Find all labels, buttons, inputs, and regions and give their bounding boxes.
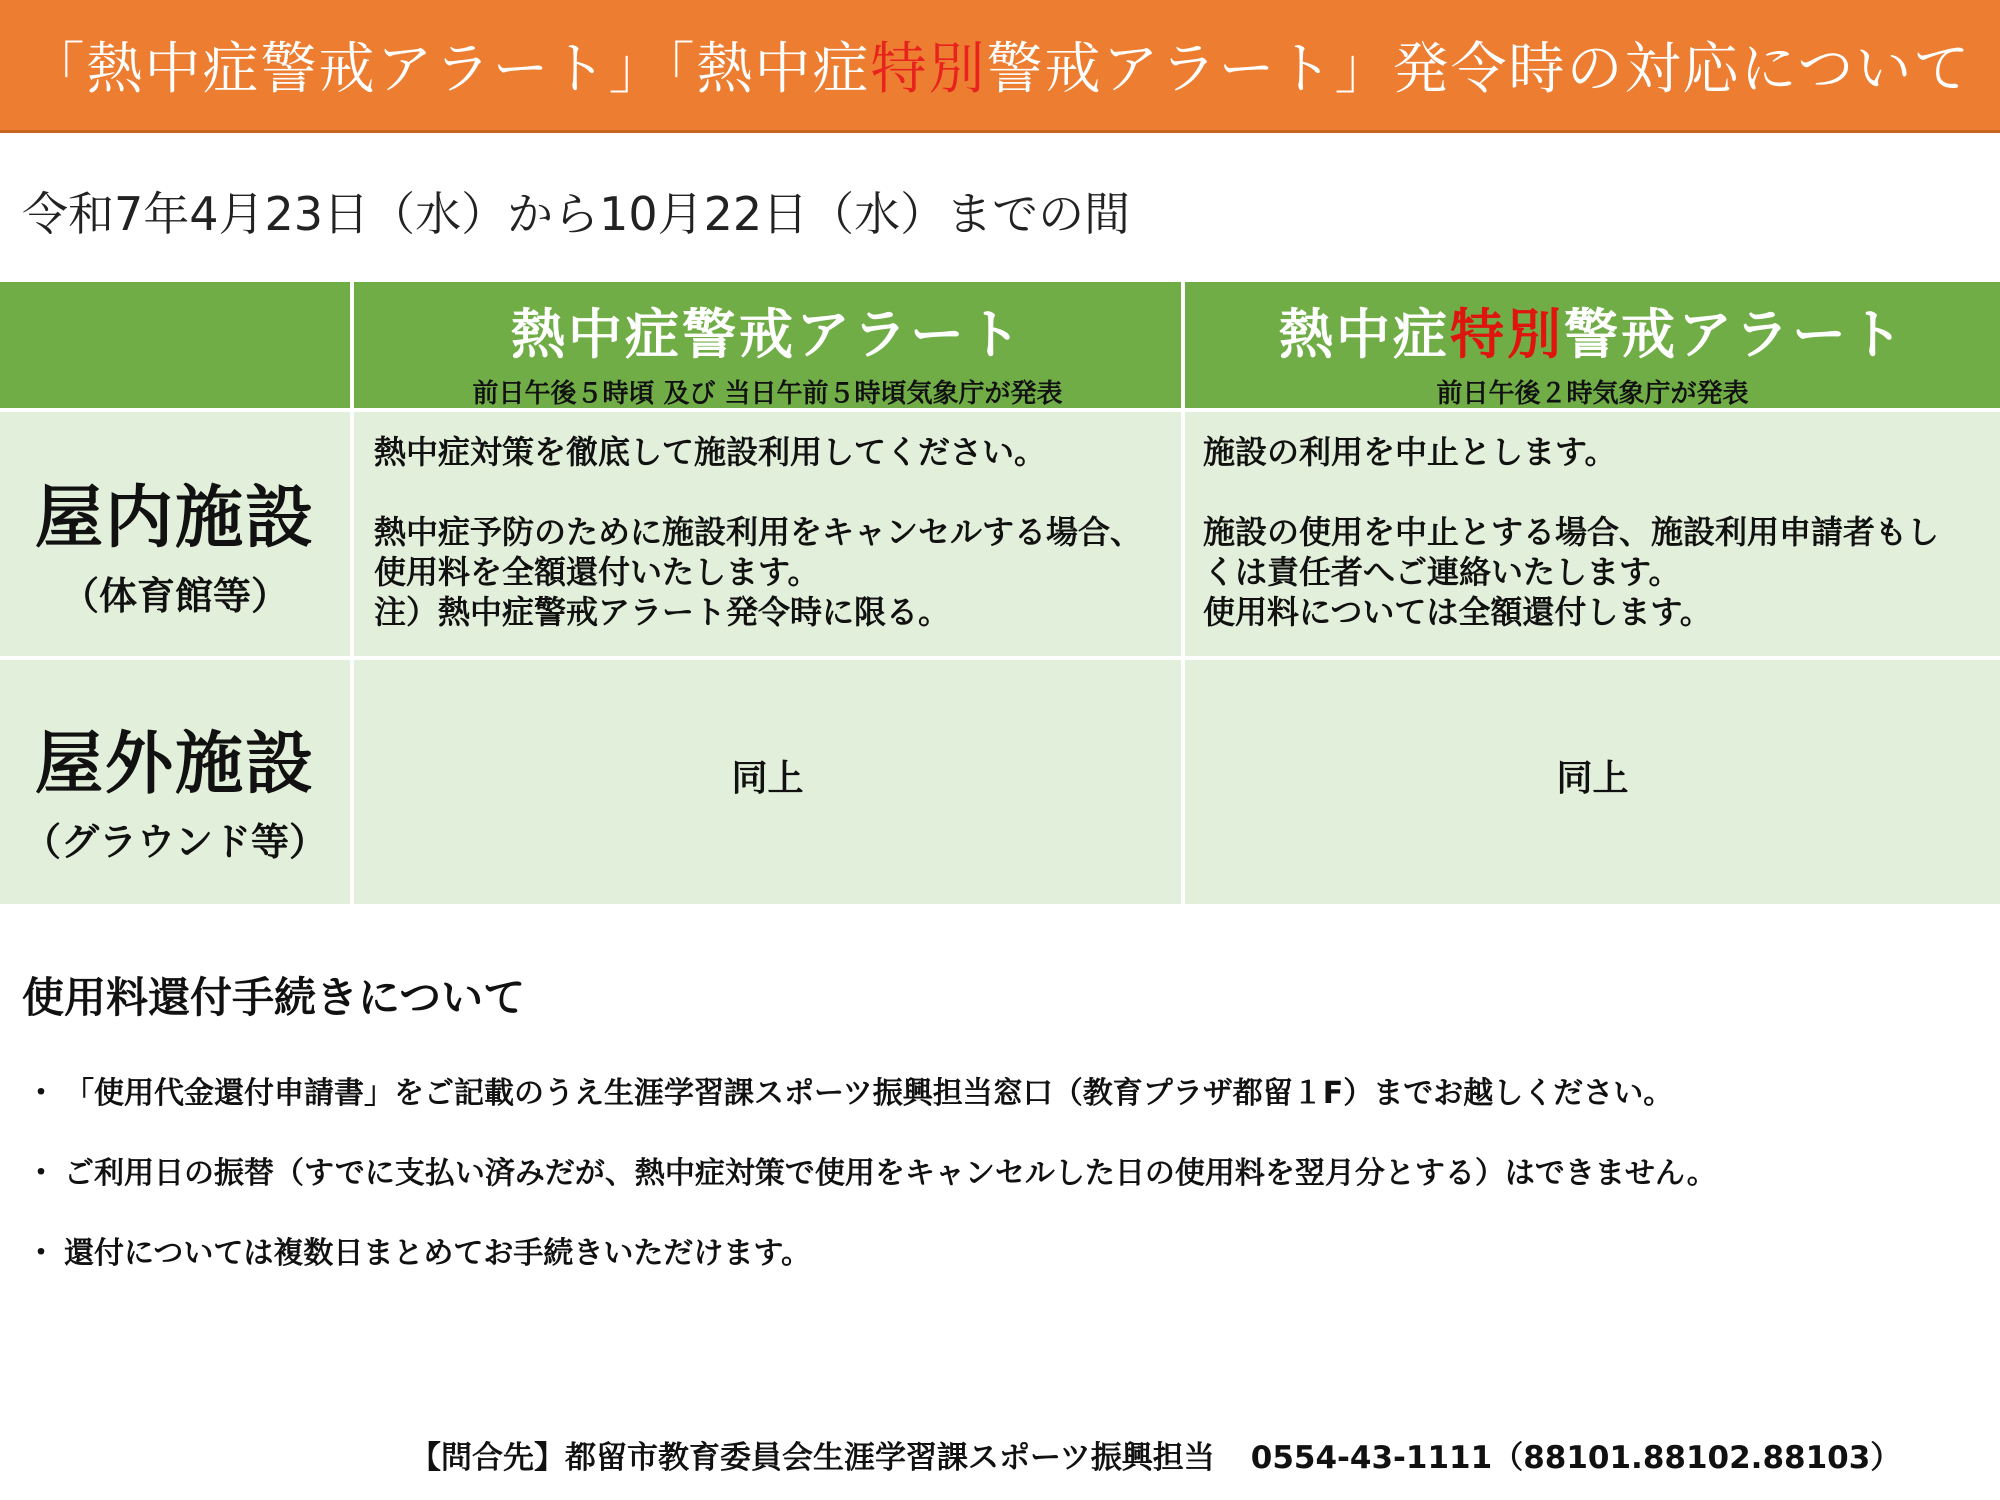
indoor-special-line-3: 使用料については全額還付します。 bbox=[1203, 593, 1712, 631]
col-header-alert bbox=[354, 282, 1181, 408]
indoor-alert-lead: 熱中症対策を徹底して施設利用してください。 bbox=[374, 433, 1047, 471]
refund-bullet-list bbox=[26, 1068, 1986, 1308]
alert-period: 令和7年4月23日（水）から10月22日（水）までの間 bbox=[22, 187, 1131, 241]
special-title-post: 警戒アラート bbox=[1564, 303, 1906, 366]
contact-label: 【問合先】都留市教育委員会生涯学習課スポーツ振興担当 bbox=[410, 1440, 1215, 1476]
page-title bbox=[0, 0, 2000, 133]
cell-outdoor-special-alert bbox=[1185, 660, 2000, 904]
list-item bbox=[26, 1148, 1986, 1228]
title-part-2: 警戒アラート」発令時の対応について bbox=[986, 37, 1972, 102]
title-special-word: 特別 bbox=[870, 37, 987, 102]
row-outdoor-subtitle: （グラウンド等） bbox=[22, 820, 327, 864]
indoor-alert-line-1: 熱中症予防のために施設利用をキャンセルする場合、 bbox=[374, 513, 1143, 551]
list-item bbox=[26, 1068, 1986, 1148]
cell-outdoor-alert bbox=[354, 660, 1181, 904]
response-table bbox=[0, 282, 2000, 904]
indoor-alert-line-3: 注）熱中症警戒アラート発令時に限る。 bbox=[374, 593, 951, 631]
indoor-alert-line-2: 使用料を全額還付いたします。 bbox=[374, 553, 820, 591]
row-outdoor-title: 屋外施設 bbox=[34, 725, 315, 804]
refund-item-3: 還付については複数日まとめてお手続きいただけます。 bbox=[64, 1236, 811, 1271]
bullet-mark: ・ bbox=[26, 1156, 56, 1191]
list-item bbox=[26, 1228, 1986, 1308]
row-label-indoor bbox=[0, 412, 350, 656]
contact-info bbox=[410, 1432, 1901, 1477]
cell-indoor-special-alert bbox=[1185, 412, 2000, 656]
col-header-alert-subtitle: 前日午後５時頃 及び 当日午前５時頃気象庁が発表 bbox=[472, 379, 1063, 409]
indoor-special-line-1: 施設の使用を中止とする場合、施設利用申請者もし bbox=[1203, 513, 1940, 551]
col-header-special-alert bbox=[1185, 282, 2000, 408]
col-header-special-alert-subtitle: 前日午後２時気象庁が発表 bbox=[1436, 379, 1749, 409]
col-header-alert-title: 熱中症警戒アラート bbox=[511, 303, 1024, 366]
contact-phone: 0554-43-1111（88101.88102.88103） bbox=[1250, 1440, 1902, 1476]
row-indoor-title: 屋内施設 bbox=[34, 479, 315, 558]
bullet-mark: ・ bbox=[26, 1076, 56, 1111]
special-title-pre: 熱中症 bbox=[1279, 303, 1450, 366]
refund-section-title: 使用料還付手続きについて bbox=[22, 973, 526, 1022]
refund-item-1: 「使用代金還付申請書」をご記載のうえ生涯学習課スポーツ振興担当窓口（教育プラザ都留１F）までお越しください。 bbox=[64, 1076, 1674, 1111]
cell-indoor-alert bbox=[354, 412, 1181, 656]
outdoor-alert-text: 同上 bbox=[731, 758, 804, 799]
indoor-special-lead: 施設の利用を中止とします。 bbox=[1203, 433, 1617, 471]
special-title-red: 特別 bbox=[1450, 303, 1564, 366]
col-header-special-alert-title bbox=[1185, 292, 2000, 369]
title-part-1: 「熱中症警戒アラート」「熱中症 bbox=[28, 37, 871, 102]
indoor-special-line-2: くは責任者へご連絡いたします。 bbox=[1203, 553, 1681, 591]
table-corner-cell bbox=[0, 282, 350, 408]
bullet-mark: ・ bbox=[26, 1236, 56, 1271]
row-label-outdoor bbox=[0, 660, 350, 904]
refund-item-2: ご利用日の振替（すでに支払い済みだが、熱中症対策で使用をキャンセルした日の使用料を翌月分とする）はできません。 bbox=[64, 1156, 1717, 1191]
row-indoor-subtitle: （体育館等） bbox=[60, 574, 289, 618]
outdoor-special-text: 同上 bbox=[1556, 758, 1629, 799]
